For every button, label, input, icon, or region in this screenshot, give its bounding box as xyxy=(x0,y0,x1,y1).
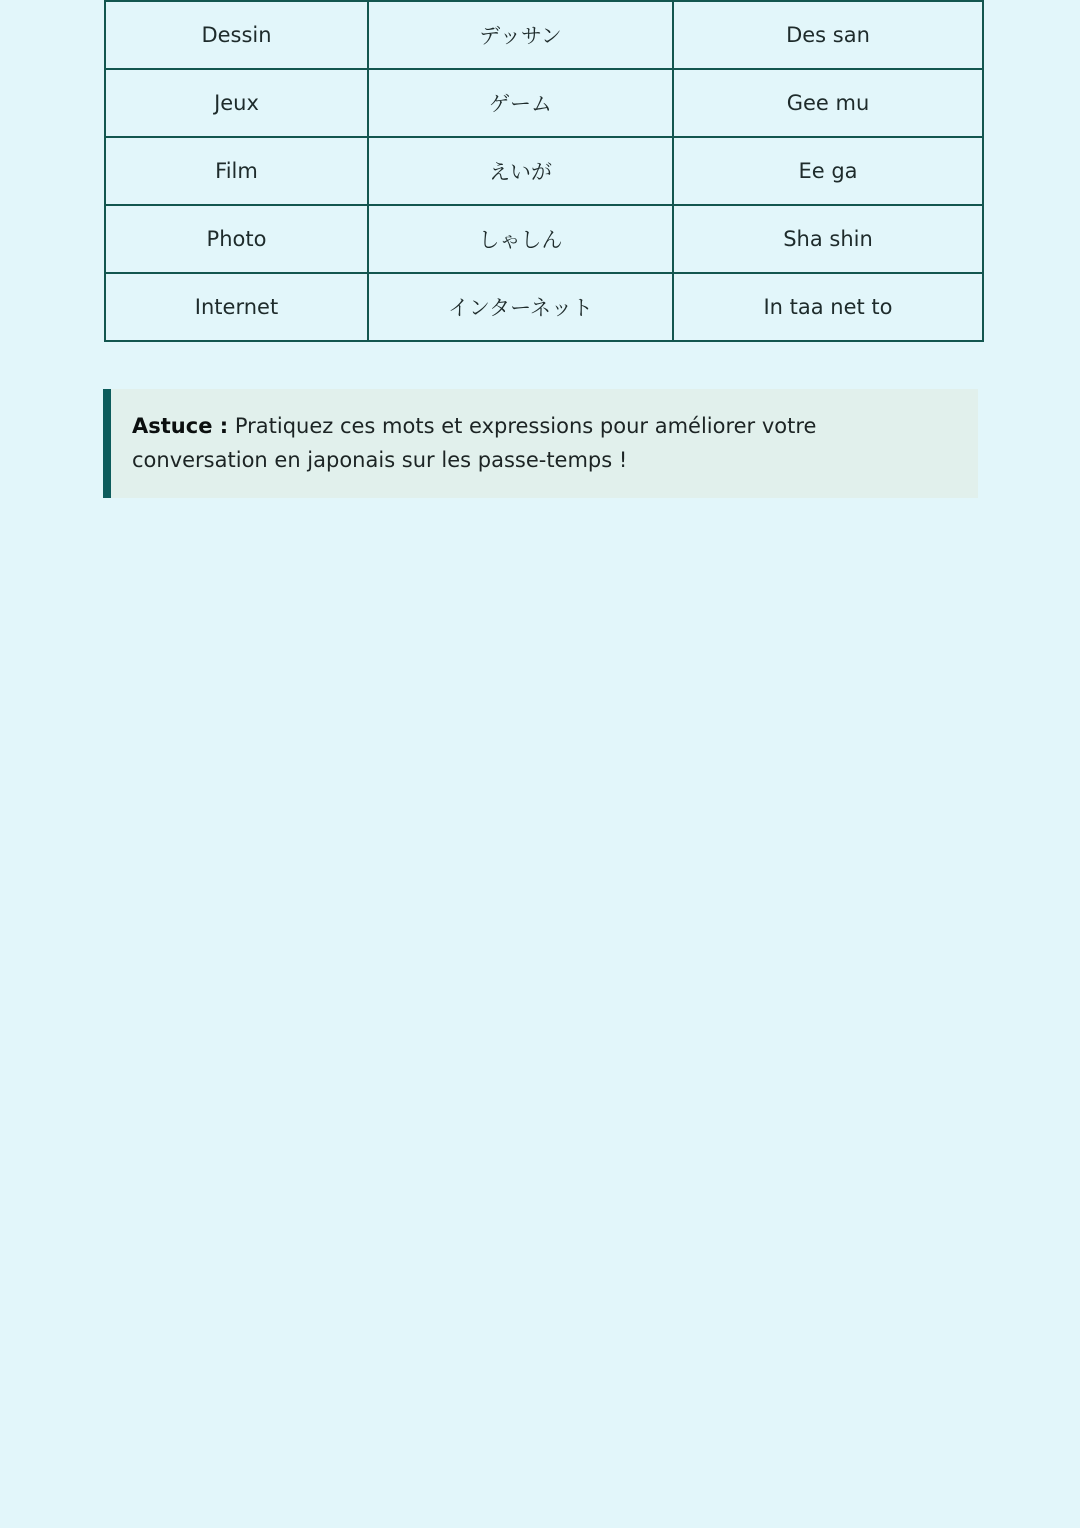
romaji-reading: In taa net to xyxy=(673,273,983,341)
table-row xyxy=(105,205,983,273)
romaji-reading: Ee ga xyxy=(673,137,983,205)
french-word: Photo xyxy=(105,205,368,273)
tip-text: Pratiquez ces mots et expressions pour améliorer votre conversation en japonais sur les passe-temps ! xyxy=(132,414,817,472)
table-row xyxy=(105,1,983,69)
table-row xyxy=(105,69,983,137)
table-row xyxy=(105,273,983,341)
japanese-word: インターネット xyxy=(368,273,673,341)
french-word: Jeux xyxy=(105,69,368,137)
japanese-word: ゲーム xyxy=(368,69,673,137)
japanese-word: デッサン xyxy=(368,1,673,69)
french-word: Internet xyxy=(105,273,368,341)
french-word: Film xyxy=(105,137,368,205)
table-row xyxy=(105,137,983,205)
tip-callout xyxy=(103,389,978,498)
french-word: Dessin xyxy=(105,1,368,69)
vocabulary-table xyxy=(104,0,984,342)
romaji-reading: Des san xyxy=(673,1,983,69)
japanese-word: えいが xyxy=(368,137,673,205)
tip-label: Astuce : xyxy=(132,414,229,438)
romaji-reading: Gee mu xyxy=(673,69,983,137)
japanese-word: しゃしん xyxy=(368,205,673,273)
romaji-reading: Sha shin xyxy=(673,205,983,273)
